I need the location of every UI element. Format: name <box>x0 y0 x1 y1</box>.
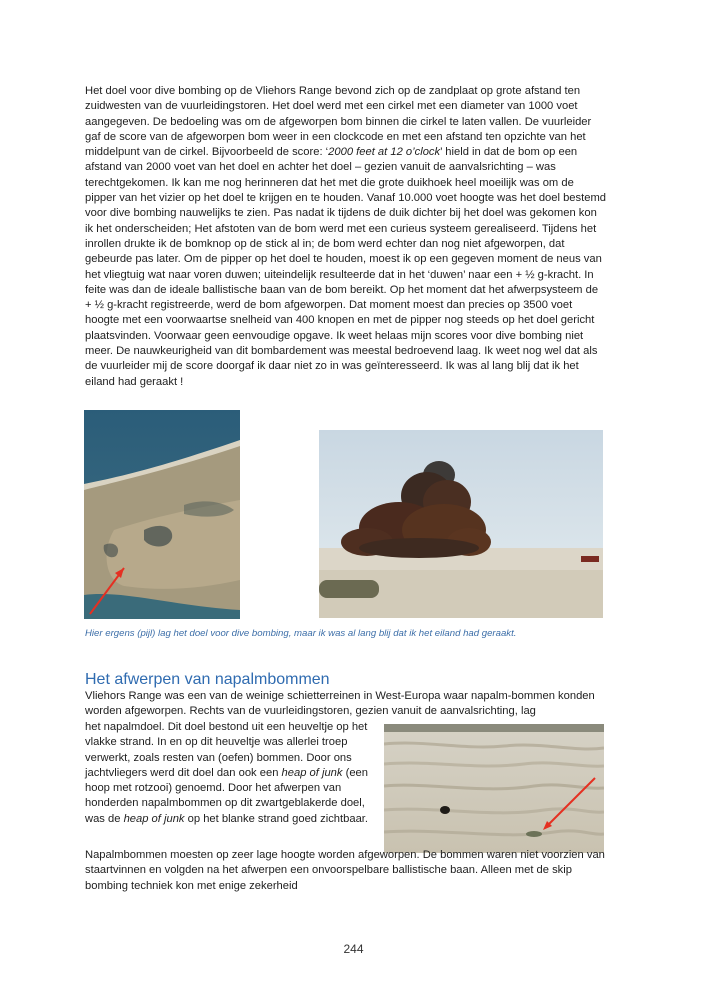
text-run: Het doel voor dive bombing op de Vliehors Range bevond zich op de zandplaat op grote afstand ten zuidwesten van de vuurleidingstoren. Het doel werd met een cirkel met een diameter van 1000 voet aangegeven. De bedoeling was om de afgeworpen bom binnen die cirkel te laten vallen. De vuurleider gaf de score van de afgeworpen bom weer in een clockcode en met een afstand ten opzichte van het middelpunt van de cirkel. Bijvoorbeeld de score: ‘ <box>85 85 592 159</box>
body-paragraph-napalm-technique: Napalmbommen moesten op zeer lage hoogte worden afgeworpen. De bommen waren niet voorzien van staartvinnen en volgden na het afwerpen een onvoorspelbare ballistische baan. Alleen met de skip bombing techniek kon met enige zekerheid <box>85 849 605 892</box>
text-run: ’ hield in dat de bom op een afstand van 2000 voet van het doel en achter het doel – gezien vanuit de aanvalsrichting – was terechtgekomen. Ik kan me nog herinneren dat het met die grote duikhoek heel moeilijk was om de pipper van het vizier op het doel te krijgen en te houden. Vanaf 10.000 voet hoogte was het doel bestemd voor dive bombing nauwelijks te zien. Pas nadat ik tijdens de duik dichter bij het doel was gekomen kon ik het onderscheiden; Het afstoten van de bom werd met een curieus systeem gerealiseerd. Tijdens het inrollen drukte ik de bomknop op de stick al in; de bom werd echter dan nog niet afgeworpen, dat gebeurde pas later. Om de pipper op het doel te houden, moest ik op een gegeven moment de neus van het vliegtuig wat naar voren duwen; uiteindelijk resulteerde dat in het ‘duwen’ naar een + ½ g-kracht. In feite was dan de ideale ballistische baan van de bom bereikt. Op het moment dat het afwerpsysteem de + ½ g-kracht registreerde, werd de bom afgeworpen. Dat moment moest dan precies op 3500 voet hoogte met een voorwaartse snelheid van 400 knopen en met de pipper nog steeds op het doel gericht plaatsvinden. Voorwaar geen eenvoudige opgave. Ik weet helaas mijn scores voor dive bombing niet meer. De nauwkeurigheid van dit bombardement was meestal bedroevend laag. Ik weet nog wel dat als de vuurleider mij de score doorgaf ik daar niet zo in was geïnteresseerd. Ik was al lang blij dat ik het eiland had geraakt ! <box>85 146 606 388</box>
page-number: 244 <box>343 942 364 956</box>
aerial-island-image <box>84 410 240 619</box>
italic-phrase: heap of junk <box>123 812 185 825</box>
italic-phrase: heap of junk <box>281 766 343 779</box>
aerial-island-photo <box>84 410 240 619</box>
text-run: het napalmdoel. Dit doel bestond uit een heuveltje op het vlakke strand. In en op dit heuveltje was allerlei troep verwerkt, zoals resten van (oefen) bommen. Door ons jachtvliegers werd dit doel dan ook een <box>85 721 368 779</box>
italic-phrase: 2000 feet at 12 o’clock <box>328 146 441 159</box>
explosion-photo <box>319 430 603 618</box>
explosion-image <box>319 430 603 618</box>
photo-caption: Hier ergens (pijl) lag het doel voor dive bombing, maar ik was al lang blij dat ik het eiland had geraakt. <box>85 628 517 639</box>
text-run: op het blanke strand goed zichtbaar. <box>184 812 369 825</box>
body-paragraph-dive-bombing <box>85 84 606 390</box>
section-heading: Het afwerpen van napalmbommen <box>85 671 330 688</box>
text-run: (een hoop met rotzooi) genoemd. Door het afwerpen van honderden napalmbommen op dit zwartgeblakerde doel, was de <box>85 766 368 825</box>
body-paragraph-napalm-target <box>85 720 375 827</box>
body-paragraph-napalm-intro: Vliehors Range was een van de weinige schietterreinen in West-Europa waar napalm-bommen konden worden afgeworpen. Rechts van de vuurleidingstoren, gezien vanuit de aanvalsrichting, lag <box>85 690 595 718</box>
beach-target-image <box>384 724 604 853</box>
beach-target-photo <box>384 724 604 853</box>
